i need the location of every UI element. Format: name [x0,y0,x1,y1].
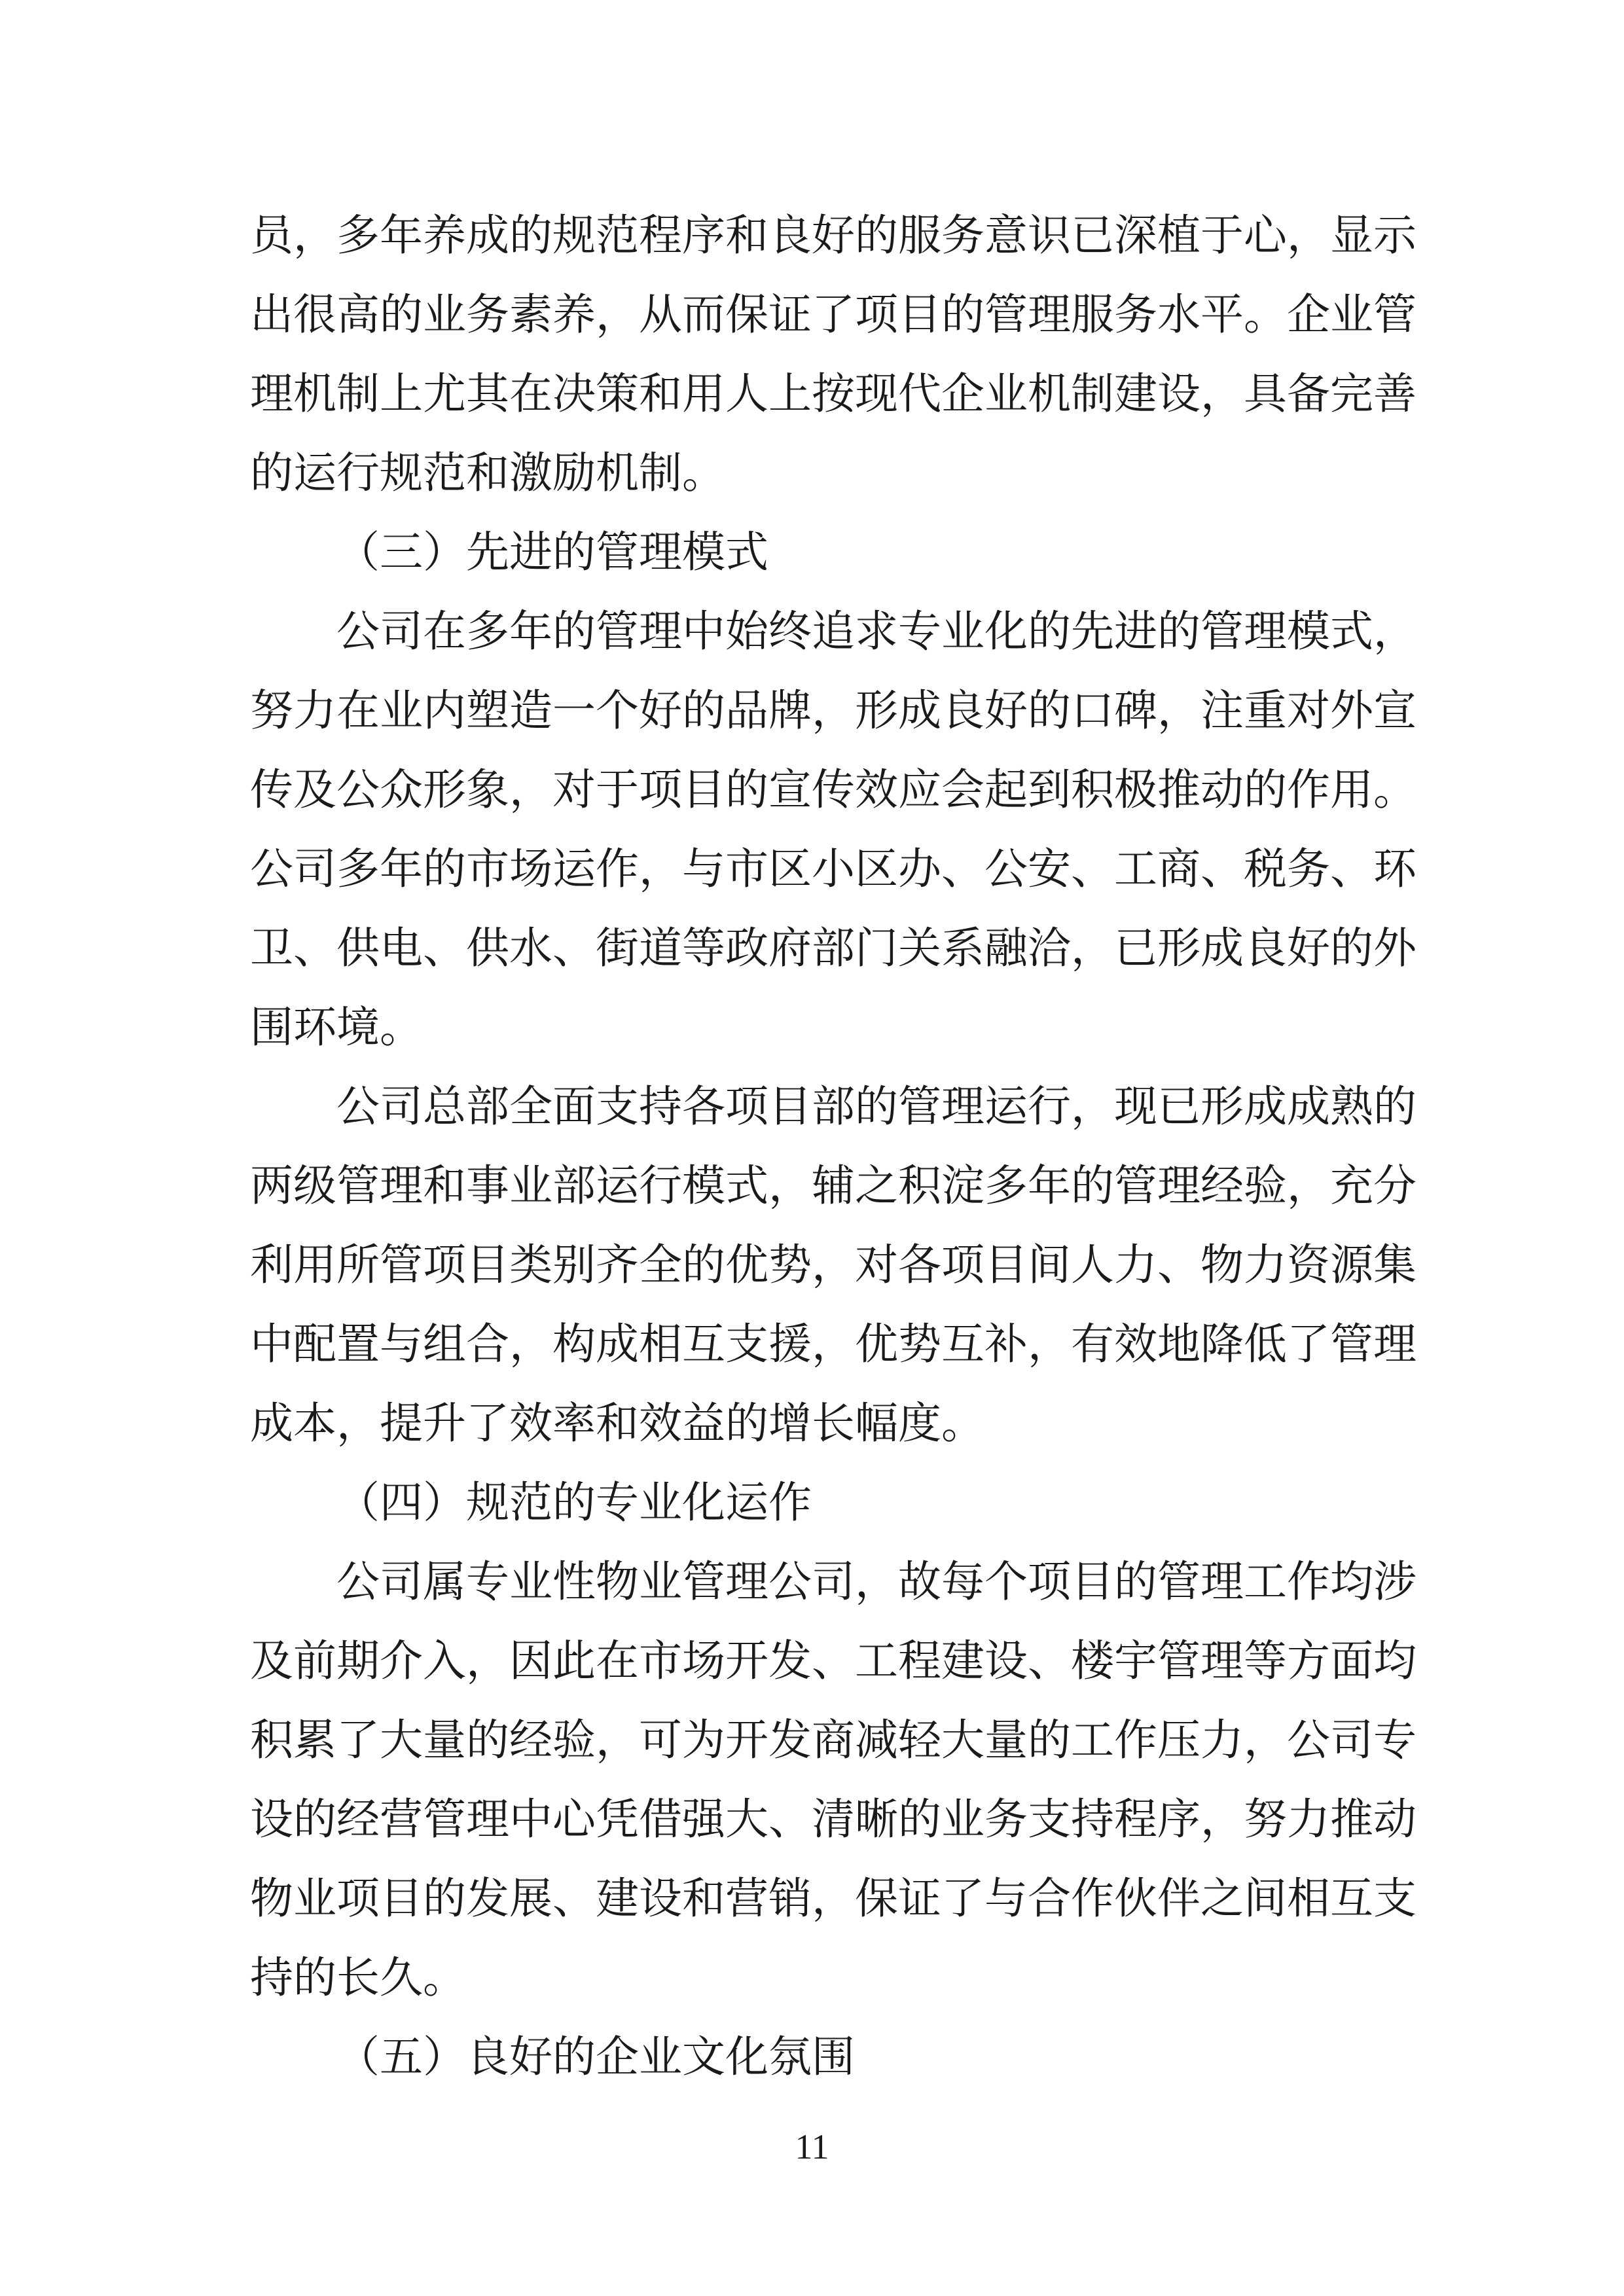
section-heading: （四）规范的专业化运作 [336,1477,812,1528]
text-line: 员，多年养成的规范程序和良好的服务意识已深植于心，显示 [250,210,1416,260]
text-line: 的运行规范和激励机制。 [250,448,725,498]
text-line: 及前期介入，因此在市场开发、工程建设、楼宇管理等方面均 [250,1636,1416,1686]
text-line: 传及公众形象，对于项目的宣传效应会起到积极推动的作用。 [250,764,1416,815]
section-heading: （五）良好的企业文化氛围 [336,2032,855,2082]
text-line: 努力在业内塑造一个好的品牌，形成良好的口碑，注重对外宣 [250,685,1416,736]
text-line: 公司在多年的管理中始终追求专业化的先进的管理模式， [336,606,1416,656]
text-line: 围环境。 [250,1002,423,1052]
text-line: 成本，提升了效率和效益的增长幅度。 [250,1398,984,1448]
text-line: 持的长久。 [250,1952,466,2003]
text-line: 积累了大量的经验，可为开发商减轻大量的工作压力，公司专 [250,1715,1416,1765]
text-line: 公司多年的市场运作，与市区小区办、公安、工商、税务、环 [250,844,1416,894]
text-line: 公司总部全面支持各项目部的管理运行，现已形成成熟的 [336,1081,1416,1132]
text-line: 中配置与组合，构成相互支援，优势互补，有效地降低了管理 [250,1319,1416,1369]
text-line: 卫、供电、供水、街道等政府部门关系融洽，已形成良好的外 [250,923,1416,973]
text-line: 物业项目的发展、建设和营销，保证了与合作伙伴之间相互支 [250,1873,1416,1924]
text-line: 利用所管项目类别齐全的优势，对各项目间人力、物力资源集 [250,1240,1416,1290]
section-heading: （三）先进的管理模式 [336,527,768,577]
text-line: 两级管理和事业部运行模式，辅之积淀多年的管理经验，充分 [250,1160,1416,1211]
page-number: 11 [795,2127,829,2166]
text-line: 出很高的业务素养，从而保证了项目的管理服务水平。企业管 [250,289,1416,340]
text-line: 设的经营管理中心凭借强大、清晰的业务支持程序，努力推动 [250,1794,1416,1844]
text-line: 理机制上尤其在决策和用人上按现代企业机制建设，具备完善 [250,368,1416,419]
text-line: 公司属专业性物业管理公司，故每个项目的管理工作均涉 [336,1556,1416,1607]
